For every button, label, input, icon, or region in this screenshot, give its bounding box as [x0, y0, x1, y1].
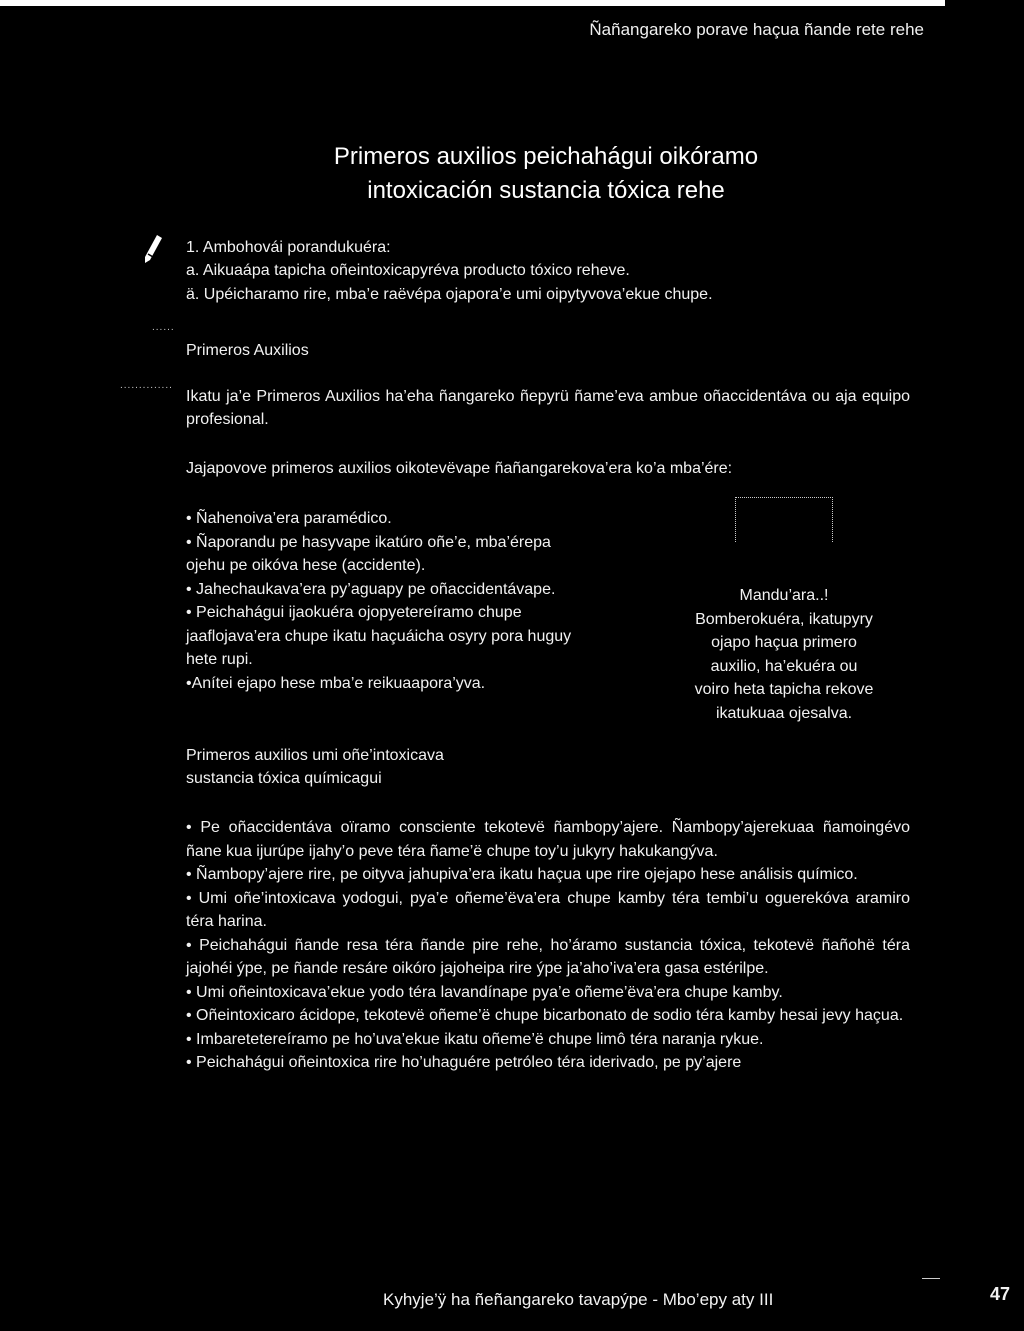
- note-line: auxilio, ha’ekuéra ou: [710, 657, 858, 675]
- list-item: • Ñambopy’ajere rire, pe oityva jahupiva’era ikatu haçua upe rire ojejapo hese análisis químico.: [186, 866, 858, 883]
- list-item: • Peichahágui ñande resa téra ñande pire rehe, ho’áramo sustancia tóxica, tekotevë ñañohë téra jajohéi ýpe, pe ñande resáre oikóro jajoheipa rire ýpe ja’aho’iva’era gasa estérilpe.: [186, 936, 910, 977]
- list-item: • Imbaretetereíramo pe ho’uva’ekue ikatu oñeme’ë chupe limô téra naranja rykue.: [186, 1030, 764, 1048]
- footer-text: Kyhyje’ÿ ha ñeñangareko tavapýpe - Mbo’epy aty III: [383, 1290, 774, 1309]
- dotted-leader: ..............: [120, 380, 173, 391]
- dotted-leader: ......: [152, 322, 175, 333]
- footer-rule: [922, 1278, 940, 1279]
- pencil-icon: [142, 234, 164, 264]
- list-item: • Pe oñaccidentáva oïramo consciente tekotevë ñambopy’ajere. Ñambopy’ajerekuaa ñamoingévo ñane kua ijurúpe ijahy’o peve téra ñame’ë chupe toy’u jukyry hakukangýva.: [186, 819, 910, 860]
- page-title: [0, 140, 1024, 208]
- section-heading-primeros-auxilios: Primeros Auxilios: [186, 342, 309, 359]
- questions-heading: 1. Ambohovái porandukuéra:: [186, 239, 391, 256]
- running-header: Ñañangareko porave haçua ñande rete rehe: [589, 20, 924, 39]
- steps-intro: Jajapovove primeros auxilios oikotevëvape ñañangarekova’era ko’a mba’ére:: [186, 460, 733, 477]
- question-a: a. Aikuaápa tapicha oñeintoxicapyréva producto tóxico reheve.: [186, 262, 630, 279]
- note-line: Bomberokuéra, ikatupyry: [695, 610, 873, 628]
- top-border-line: [0, 0, 945, 6]
- note-line: ojapo haçua primero: [711, 634, 857, 651]
- section-heading-chemical: [186, 744, 546, 790]
- page-number: 47: [990, 1284, 1011, 1304]
- list-item: • Umi oñe’intoxicava yodogui, pya’e oñeme’ëva’era chupe kamby téra tembi’u oguerekóva aramiro téra harina.: [186, 889, 910, 930]
- intro-paragraph: Ikatu ja’e Primeros Auxilios ha’eha ñangareko ñepyrü ñame’eva ambue oñaccidentáva ou aja equipo profesional.: [186, 388, 910, 428]
- bullet-list-steps: [186, 507, 586, 695]
- note-line: ikatukuaa ojesalva.: [715, 704, 853, 722]
- note-line: voiro heta tapicha rekove: [694, 681, 874, 698]
- list-item: • Oñeintoxicaro ácidope, tekotevë oñeme’ë chupe bicarbonato de sodio téra kamby hesai jevy haçua.: [186, 1007, 904, 1024]
- list-item: • Ñaporandu pe hasyvape ikatúro oñe’e, mba’érepa ojehu pe oikóva hese (accidente).: [186, 533, 551, 574]
- heading-line: Primeros auxilios umi oñe’intoxicava: [186, 747, 444, 764]
- reminder-note: [658, 584, 910, 725]
- note-line: Mandu’ara..!: [739, 587, 829, 604]
- question-b: ä. Upéicharamo rire, mba’e raëvépa ojapora’e umi oipytyvova’ekue chupe.: [186, 286, 713, 303]
- list-item: • Peichahágui ijaokuéra ojopyetereíramo chupe jaaflojava’era chupe ikatu haçuáicha osyry pora huguy hete rupi.: [186, 604, 572, 668]
- image-placeholder-frame: [735, 497, 833, 542]
- bullet-list-chemical: [186, 816, 910, 1075]
- list-item: • Ñahenoiva’era paramédico.: [186, 510, 392, 527]
- list-item: • Jahechaukava’era py’aguapy pe oñaccidentávape.: [186, 580, 556, 598]
- heading-line: sustancia tóxica químicagui: [186, 770, 382, 787]
- list-item: •Anítei ejapo hese mba’e reikuaapora’yva.: [186, 674, 486, 692]
- list-item: • Umi oñeintoxicava’ekue yodo téra lavandínape pya’e oñeme’ëva’era chupe kamby.: [186, 983, 783, 1001]
- title-line-2: intoxicación sustancia tóxica rehe: [367, 177, 725, 204]
- title-line-1: Primeros auxilios peichahágui oikóramo: [333, 143, 759, 170]
- list-item: • Peichahágui oñeintoxica rire ho’uhaguére petróleo téra iderivado, pe py’ajere: [186, 1054, 742, 1071]
